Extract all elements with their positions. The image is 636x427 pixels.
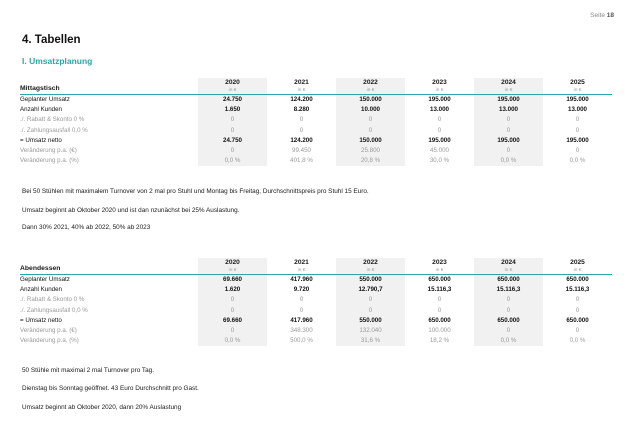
row-label: ./. Rabatt & Skonto 0 %: [20, 296, 85, 304]
unit-label: in €: [297, 88, 306, 93]
table-row: [20, 285, 612, 295]
unit-label: in €: [336, 87, 405, 94]
cell-value: 100.000: [428, 327, 451, 335]
cell-value: 195.000: [428, 136, 451, 144]
cell-value: 0: [198, 115, 267, 125]
cell-value: 0: [474, 306, 543, 316]
unit-label: in €: [198, 267, 267, 274]
cell-value: 12.790,7: [336, 285, 405, 295]
cell-value: 195.000: [566, 136, 589, 144]
cell-value: 30,0 %: [429, 157, 450, 165]
cell-value: 650.000: [428, 316, 451, 324]
cell-value: 24.750: [198, 136, 267, 146]
unit-label: in €: [297, 268, 306, 273]
row-label: ./. Zahlungsausfall 0,0 %: [20, 306, 88, 314]
row-label: = Umsatz netto: [20, 136, 62, 144]
cell-value: 0: [575, 296, 580, 304]
row-label: ./. Rabatt & Skonto 0 %: [20, 116, 85, 124]
table-row: [20, 95, 612, 106]
cell-value: 0: [336, 115, 405, 125]
year-header: 2021: [294, 259, 309, 266]
page-number: [590, 12, 614, 19]
year-header: 2025: [570, 79, 585, 86]
cell-value: 31,6 %: [336, 336, 405, 346]
row-label: Veränderung p.a. (€): [20, 327, 77, 335]
year-header: 2024: [474, 78, 543, 87]
cell-value: 0: [198, 126, 267, 136]
cell-value: 69.660: [198, 275, 267, 286]
cell-value: 124.200: [290, 96, 313, 103]
cell-value: 195.000: [474, 136, 543, 146]
table-abendessen: [20, 258, 612, 346]
cell-value: 0,0 %: [198, 336, 267, 346]
cell-value: 417.960: [290, 316, 313, 324]
unit-label: in €: [336, 267, 405, 274]
year-header: 2025: [570, 259, 585, 266]
cell-value: 550.000: [336, 316, 405, 326]
cell-value: 0: [299, 126, 304, 134]
cell-value: 195.000: [566, 96, 589, 103]
table-row: [20, 306, 612, 316]
note-line: 50 Stühle mit maximal 2 mal Turnover pro Tag.: [22, 367, 155, 374]
cell-value: 401,8 %: [290, 157, 313, 165]
cell-value: 150.000: [336, 95, 405, 106]
cell-value: 0: [336, 295, 405, 305]
section-heading: 4. Tabellen: [22, 34, 81, 46]
cell-value: 0,0 %: [198, 156, 267, 166]
unit-label: in €: [573, 88, 582, 93]
year-header: 2020: [198, 258, 267, 267]
cell-value: 0,0 %: [569, 157, 586, 165]
note-line: Dienstag bis Sonntag geöffnet. 43 Euro Durchschnitt pro Gast.: [22, 385, 199, 392]
row-label: Anzahl Kunden: [20, 286, 62, 294]
cell-value: 0: [575, 306, 580, 314]
table-row: [20, 326, 612, 336]
cell-value: 550.000: [336, 275, 405, 286]
year-header: 2022: [336, 78, 405, 87]
table-row: [20, 136, 612, 146]
cell-value: 0: [474, 326, 543, 336]
unit-label: in €: [435, 268, 444, 273]
cell-value: 0: [474, 146, 543, 156]
cell-value: 13.000: [474, 105, 543, 115]
table-mittagstisch: [20, 78, 612, 166]
cell-value: 0: [437, 306, 442, 314]
cell-value: 0: [437, 126, 442, 134]
cell-value: 124.200: [290, 136, 313, 144]
row-label: Geplanter Umsatz: [20, 96, 70, 103]
cell-value: 0: [437, 116, 442, 124]
table-row: [20, 126, 612, 136]
unit-label: in €: [435, 88, 444, 93]
cell-value: 0: [198, 146, 267, 156]
table-row: [20, 146, 612, 156]
note-line: Umsatz beginnt ab Oktober 2020, dann 20% Auslastung: [22, 404, 182, 411]
cell-value: 45.000: [430, 147, 449, 155]
cell-value: 417.960: [290, 276, 313, 283]
row-label: Geplanter Umsatz: [20, 276, 70, 283]
cell-value: 0: [474, 126, 543, 136]
year-header: 2020: [198, 78, 267, 87]
cell-value: 0: [336, 306, 405, 316]
cell-value: 18,2 %: [429, 337, 450, 345]
cell-value: 9.720: [293, 286, 310, 294]
cell-value: 0: [474, 115, 543, 125]
cell-value: 650.000: [428, 276, 451, 283]
cell-value: 650.000: [566, 316, 589, 324]
year-header: 2022: [336, 258, 405, 267]
cell-value: 0,0 %: [569, 337, 586, 345]
row-label: ./. Zahlungsausfall 0,0 %: [20, 126, 88, 134]
cell-value: 150.000: [336, 136, 405, 146]
row-label: Veränderung p.a. (%): [20, 337, 79, 345]
table-row: [20, 105, 612, 115]
cell-value: 69.660: [198, 316, 267, 326]
cell-value: 8.280: [293, 106, 310, 114]
cell-value: 13.000: [568, 106, 587, 114]
unit-label: in €: [573, 268, 582, 273]
cell-value: 1.620: [198, 285, 267, 295]
cell-value: 0: [336, 126, 405, 136]
cell-value: 0: [198, 306, 267, 316]
cell-value: 0: [299, 296, 304, 304]
row-label: = Umsatz netto: [20, 316, 62, 324]
cell-value: 0,0 %: [474, 336, 543, 346]
cell-value: 25.800: [336, 146, 405, 156]
table-row: [20, 156, 612, 166]
unit-label: in €: [198, 87, 267, 94]
page-label: Seite: [590, 12, 605, 19]
note-line: Umsatz beginnt ab Oktober 2020 und ist dan nzunächst bei 25% Auslastung.: [22, 207, 240, 214]
table-row: [20, 316, 612, 326]
year-header: 2023: [432, 259, 447, 266]
cell-value: 348.300: [290, 327, 313, 335]
cell-value: 132.040: [336, 326, 405, 336]
cell-value: 0: [575, 147, 580, 155]
year-header: 2021: [294, 79, 309, 86]
cell-value: 15.116,3: [474, 285, 543, 295]
table-title: Abendessen: [20, 264, 61, 272]
cell-value: 10.000: [336, 105, 405, 115]
row-label: Anzahl Kunden: [20, 106, 62, 114]
cell-value: 24.750: [198, 95, 267, 106]
year-header: 2023: [432, 79, 447, 86]
row-label: Veränderung p.a. (%): [20, 157, 79, 165]
cell-value: 0,0 %: [474, 156, 543, 166]
cell-value: 0: [198, 326, 267, 336]
cell-value: 500,0 %: [290, 337, 313, 345]
cell-value: 0: [575, 126, 580, 134]
table-row: [20, 336, 612, 346]
cell-value: 99.450: [292, 147, 311, 155]
cell-value: 1.650: [198, 105, 267, 115]
cell-value: 650.000: [566, 276, 589, 283]
section-subheading: I. Umsatzplanung: [22, 56, 93, 66]
cell-value: 650.000: [474, 316, 543, 326]
cell-value: 20,8 %: [336, 156, 405, 166]
cell-value: 0: [198, 295, 267, 305]
cell-value: 0: [575, 116, 580, 124]
row-label: Veränderung p.a. (€): [20, 147, 77, 155]
year-header: 2024: [474, 258, 543, 267]
cell-value: 0: [474, 295, 543, 305]
cell-value: 15.116,3: [565, 286, 590, 294]
table-row: [20, 295, 612, 305]
cell-value: 0: [575, 327, 580, 335]
unit-label: in €: [474, 267, 543, 274]
page-number-value: 18: [606, 12, 614, 19]
table-title: Mittagstisch: [20, 84, 60, 92]
cell-value: 650.000: [474, 275, 543, 286]
note-line: Bei 50 Stühlen mit maximalem Turnover von 2 mal pro Stuhl und Montag bis Freitag, Durchschnittspreis pro Stuhl 15 Euro.: [22, 188, 369, 195]
unit-label: in €: [474, 87, 543, 94]
cell-value: 0: [299, 116, 304, 124]
table-row: [20, 275, 612, 286]
note-line: Dann 30% 2021, 40% ab 2022, 50% ab 2023: [22, 224, 151, 231]
cell-value: 15.116,3: [427, 286, 452, 294]
cell-value: 195.000: [474, 95, 543, 106]
cell-value: 13.000: [430, 106, 449, 114]
cell-value: 195.000: [428, 96, 451, 103]
cell-value: 0: [437, 296, 442, 304]
table-row: [20, 115, 612, 125]
cell-value: 0: [299, 306, 304, 314]
